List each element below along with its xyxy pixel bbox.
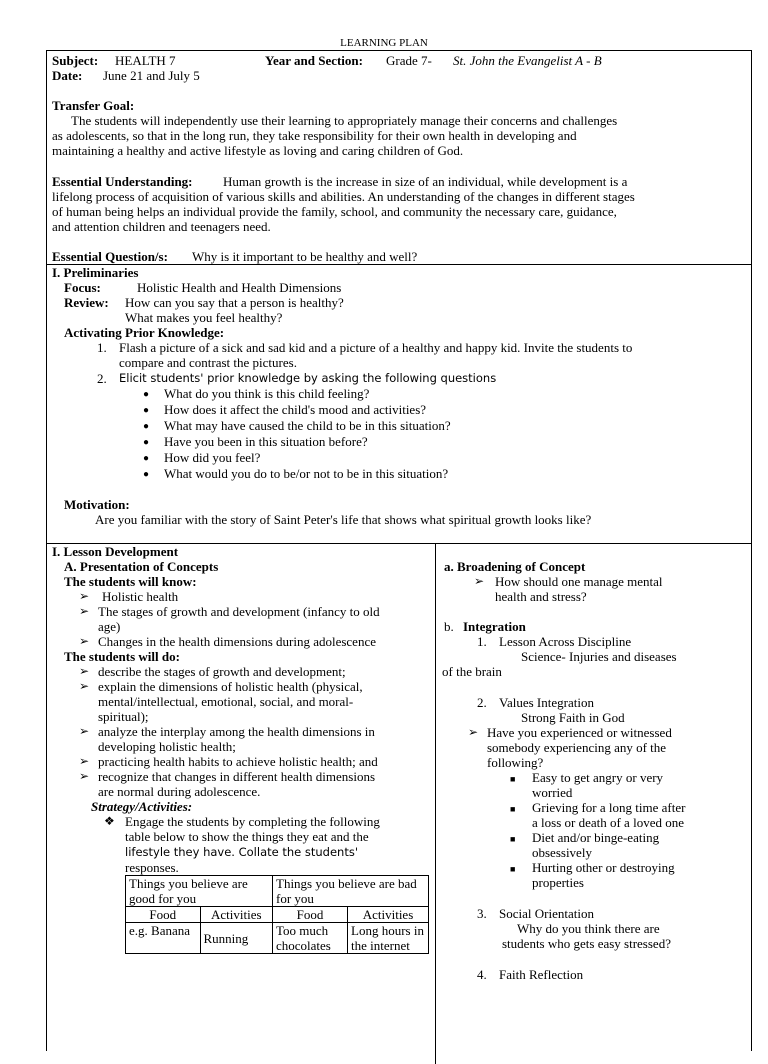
table-cell: e.g. Banana xyxy=(126,923,201,954)
subject-value: HEALTH 7 xyxy=(115,53,176,68)
broadening-question: How should one manage mental xyxy=(495,574,663,589)
date-label: Date: xyxy=(52,68,83,83)
item-number: 2. xyxy=(97,371,107,386)
do-item: are normal during adolescence. xyxy=(98,784,261,799)
bullet-icon: ● xyxy=(143,389,150,400)
science-line: Science- Injuries and diseases xyxy=(521,649,677,664)
item-number: 1. xyxy=(477,634,487,649)
list-item: Hurting other or destroying xyxy=(532,860,675,875)
know-item: Holistic health xyxy=(102,589,179,604)
year-value: Grade 7- xyxy=(386,53,432,68)
preliminaries-section xyxy=(47,265,751,544)
arrow-icon: ➢ xyxy=(474,574,485,588)
activities-header: Activities xyxy=(200,907,272,923)
header-section xyxy=(47,51,751,265)
strategy-label: Strategy/Activities: xyxy=(91,799,193,814)
social-orientation: Social Orientation xyxy=(499,906,594,921)
transfer-goal-line: maintaining a healthy and active lifestyle as loving and caring children of God. xyxy=(52,143,464,158)
arrow-icon: ➢ xyxy=(79,769,90,783)
bullet-icon: ● xyxy=(143,453,150,464)
arrow-icon: ➢ xyxy=(79,754,90,768)
faith-reflection: Faith Reflection xyxy=(499,967,584,982)
food-header: Food xyxy=(126,907,201,923)
do-item: developing holistic health; xyxy=(98,739,236,754)
do-label: The students will do: xyxy=(64,649,180,664)
year-label: Year and Section: xyxy=(265,53,363,68)
know-item: Changes in the health dimensions during adolescence xyxy=(98,634,376,649)
diamond-icon: ❖ xyxy=(104,814,115,828)
broadening-question: health and stress? xyxy=(495,589,587,604)
know-label: The students will know: xyxy=(64,574,197,589)
bullet-icon: ● xyxy=(143,405,150,416)
date-value: June 21 and July 5 xyxy=(103,68,200,83)
experience-question: following? xyxy=(487,755,544,770)
lesson-across-discipline: Lesson Across Discipline xyxy=(499,634,632,649)
do-item: practicing health habits to achieve holistic health; and xyxy=(98,754,378,769)
values-integration: Values Integration xyxy=(499,695,594,710)
item-number: 2. xyxy=(477,695,487,710)
essential-understanding-line: and attention children and teenagers need. xyxy=(52,219,271,234)
square-bullet-icon: ■ xyxy=(510,864,516,874)
lesson-development-section xyxy=(47,544,751,1064)
essential-understanding-line: lifelong process of acquisition of various skills and abilities. An understanding of the changes in different stages xyxy=(52,189,635,204)
bullet-icon: ● xyxy=(143,437,150,448)
essential-understanding-label: Essential Understanding: xyxy=(52,174,193,189)
list-item: properties xyxy=(532,875,584,890)
bad-header: Things you believe are bad for you xyxy=(273,876,429,907)
arrow-icon: ➢ xyxy=(79,589,90,603)
apk-item: compare and contrast the pictures. xyxy=(119,355,297,370)
strong-faith: Strong Faith in God xyxy=(521,710,625,725)
document-title: LEARNING PLAN xyxy=(340,37,428,49)
essential-understanding-line: of human being helps an individual provide the family, school, and community the necessary care, guidance, xyxy=(52,204,617,219)
apk-question: How did you feel? xyxy=(164,450,261,465)
essential-question-value: Why is it important to be healthy and well? xyxy=(192,249,418,264)
strategy-line: table below to show the things they eat and the xyxy=(125,829,369,844)
list-item: Diet and/or binge-eating xyxy=(532,830,660,845)
broadening-heading: a. Broadening of Concept xyxy=(444,559,586,574)
strategy-line: responses. xyxy=(125,860,179,875)
list-item: Easy to get angry or very xyxy=(532,770,664,785)
square-bullet-icon: ■ xyxy=(510,774,516,784)
food-activities-table xyxy=(125,875,429,954)
activities-header: Activities xyxy=(348,907,429,923)
subject-label: Subject: xyxy=(52,53,99,68)
apk-item: Flash a picture of a sick and sad kid and a picture of a healthy and happy kid. Invite the students to xyxy=(119,340,633,355)
arrow-icon: ➢ xyxy=(79,724,90,738)
preliminaries-heading: I. Preliminaries xyxy=(52,265,139,280)
essential-question-label: Essential Question/s: xyxy=(52,249,168,264)
transfer-goal-line: The students will independently use their learning to appropriately manage their concerns and challenges xyxy=(71,113,618,128)
do-item: describe the stages of growth and development; xyxy=(98,664,346,679)
review-label: Review: xyxy=(64,295,109,310)
arrow-icon: ➢ xyxy=(79,634,90,648)
lesson-heading: I. Lesson Development xyxy=(52,544,179,559)
column-divider xyxy=(435,544,436,1064)
item-number: 3. xyxy=(477,906,487,921)
bullet-icon: ● xyxy=(143,469,150,480)
apk-question: What do you think is this child feeling? xyxy=(164,386,370,401)
list-item: worried xyxy=(532,785,573,800)
list-item: a loss or death of a loved one xyxy=(532,815,684,830)
do-item: recognize that changes in different health dimensions xyxy=(98,769,375,784)
arrow-icon: ➢ xyxy=(468,725,479,739)
arrow-icon: ➢ xyxy=(79,679,90,693)
motivation-text: Are you familiar with the story of Saint Peter's life that shows what spiritual growth looks like? xyxy=(95,512,592,527)
table-header-row xyxy=(126,876,429,907)
do-item: explain the dimensions of holistic health (physical, xyxy=(98,679,363,694)
list-item: obsessively xyxy=(532,845,592,860)
know-item: age) xyxy=(98,619,121,634)
apk-item: Elicit students' prior knowledge by asking the following questions xyxy=(119,371,497,385)
item-number: 1. xyxy=(97,340,107,355)
essential-understanding-line: Human growth is the increase in size of an individual, while development is a xyxy=(223,174,628,189)
transfer-goal-line: as adolescents, so that in the long run, they take responsibility for their own health in developing and xyxy=(52,128,577,143)
table-cell: Too much chocolates xyxy=(273,923,348,954)
table-cell: Running xyxy=(200,923,272,954)
experience-question: Have you experienced or witnessed xyxy=(487,725,672,740)
science-line: of the brain xyxy=(442,664,502,679)
integration-letter: b. xyxy=(444,619,454,634)
good-header: Things you believe are good for you xyxy=(126,876,273,907)
table-cell: Long hours in the internet xyxy=(348,923,429,954)
experience-question: somebody experiencing any of the xyxy=(487,740,667,755)
focus-value: Holistic Health and Health Dimensions xyxy=(137,280,342,295)
food-header: Food xyxy=(273,907,348,923)
arrow-icon: ➢ xyxy=(79,604,90,618)
square-bullet-icon: ■ xyxy=(510,834,516,844)
apk-question: Have you been in this situation before? xyxy=(164,434,368,449)
item-number: 4. xyxy=(477,967,487,982)
square-bullet-icon: ■ xyxy=(510,804,516,814)
do-item: mental/intellectual, emotional, social, and moral- xyxy=(98,694,354,709)
integration-heading: Integration xyxy=(463,619,526,634)
apk-question: What would you do to be/or not to be in this situation? xyxy=(164,466,449,481)
table-row xyxy=(126,923,429,954)
know-item: The stages of growth and development (infancy to old xyxy=(98,604,380,619)
year-section: St. John the Evangelist A - B xyxy=(453,53,602,68)
motivation-label: Motivation: xyxy=(64,497,130,512)
arrow-icon: ➢ xyxy=(79,664,90,678)
learning-plan-page xyxy=(46,50,752,1051)
presentation-heading: A. Presentation of Concepts xyxy=(64,559,219,574)
apk-label: Activating Prior Knowledge: xyxy=(64,325,225,340)
list-item: Grieving for a long time after xyxy=(532,800,686,815)
focus-label: Focus: xyxy=(64,280,101,295)
transfer-goal-label: Transfer Goal: xyxy=(52,98,135,113)
strategy-line: Engage the students by completing the following xyxy=(125,814,380,829)
do-item: spiritual); xyxy=(98,709,149,724)
bullet-icon: ● xyxy=(143,421,150,432)
apk-question: What may have caused the child to be in this situation? xyxy=(164,418,451,433)
review-question: What makes you feel healthy? xyxy=(125,310,283,325)
social-question: Why do you think there are xyxy=(517,921,660,936)
apk-question: How does it affect the child's mood and activities? xyxy=(164,402,427,417)
do-item: analyze the interplay among the health dimensions in xyxy=(98,724,375,739)
strategy-line: lifestyle they have. Collate the students' xyxy=(125,845,358,859)
table-subheader-row xyxy=(126,907,429,923)
review-question: How can you say that a person is healthy? xyxy=(125,295,344,310)
social-question: students who gets easy stressed? xyxy=(502,936,671,951)
